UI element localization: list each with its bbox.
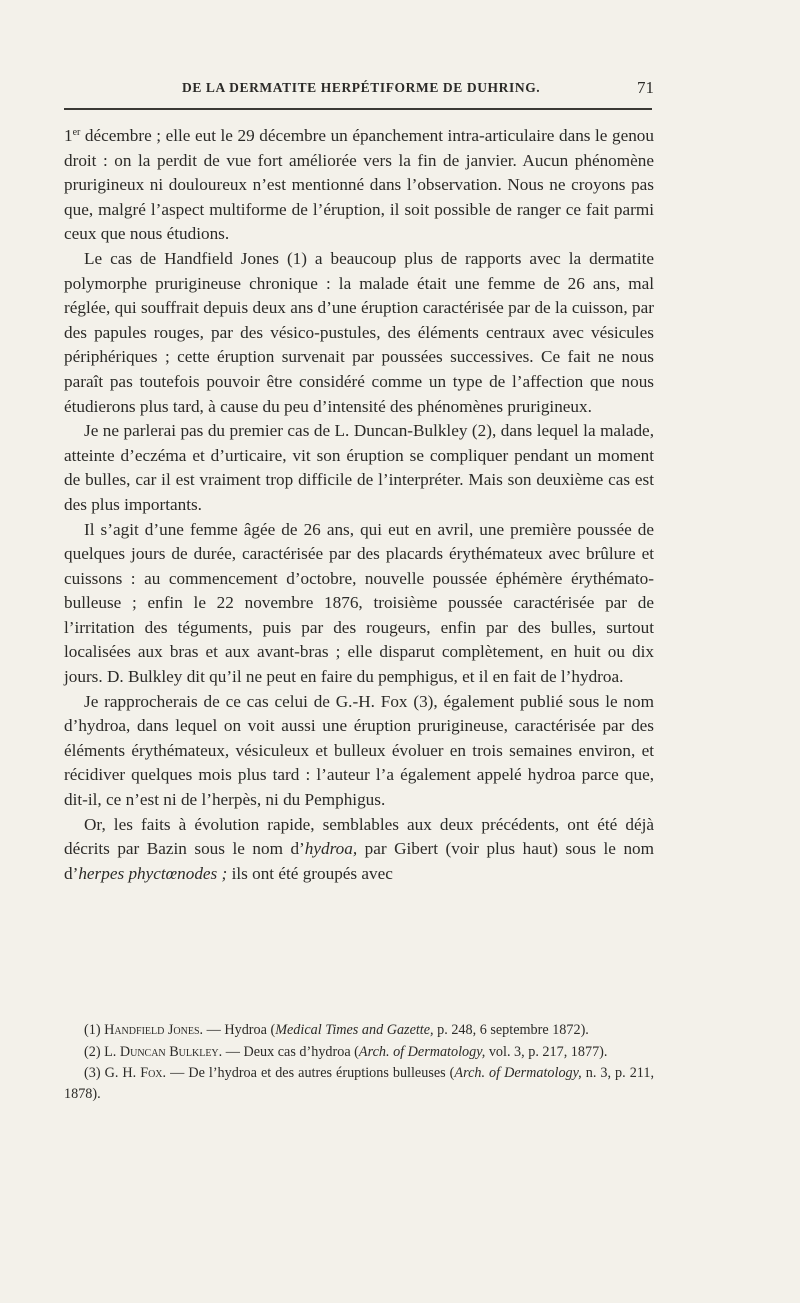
paragraph-5: Je rapprocherais de ce cas celui de G.-H. Fox (3), également publié sous le nom d’hydroa, dans lequel on voit aussi une éruption prurigineuse, caractérisée par des éléments érythémateux, vésiculeux et bulleux évoluer en trois semaines environ, et récidiver quelques mois plus tard : l’auteur l’a également appelé hydroa parce que, dit-il, ce n’est ni de l’herpès, ni du Pemphigus.	[64, 691, 654, 810]
page-header	[64, 78, 654, 102]
footnote-2	[64, 1042, 654, 1063]
paragraph-6-part-a: Or, les faits à évolution rapide, semblables aux deux précédents, ont été déjà décrits par Bazin sous le nom d’	[64, 814, 654, 859]
ordinal-suffix: er	[72, 127, 81, 138]
paragraph-6	[64, 813, 654, 887]
paragraph-6-part-b: par Gibert (voir plus haut) sous le nom d’	[64, 839, 654, 883]
footnote-author: L. Duncan Bulkley.	[104, 1043, 223, 1060]
term-hydroa: hydroa,	[304, 839, 358, 859]
date-ordinal: 1	[64, 126, 73, 145]
footnote-journal: Medical Times and Gazette,	[275, 1022, 434, 1038]
footnote-journal: Arch. of Dermatology,	[454, 1065, 582, 1081]
footnote-text: — Hydroa (	[203, 1022, 276, 1038]
header-rule	[64, 108, 652, 110]
paragraph-6-part-c: ils ont été groupés avec	[227, 863, 393, 883]
paragraph-4: Il s’agit d’une femme âgée de 26 ans, qui eut en avril, une première poussée de quelques jours de durée, caractérisée par des placards érythémateux avec brûlure et cuissons : au commencement d’octobre, nouvelle poussée éphémère érythémato-bulleuse ; enfin le 22 novembre 1876, troisième poussée caractérisée par de l’irritation des téguments, puis par des rougeurs, enfin par des bulles, surtout localisées aux bras et aux avant-bras ; elle disparut complètement, en huit ou dix jours. D. Bulkley dit qu’il ne peut en faire du pemphigus, et il en fait de l’hydroa.	[64, 519, 654, 687]
footnote-number: (3)	[84, 1065, 101, 1081]
paragraph-1-text: décembre ; elle eut le 29 décembre un épanchement intra-articulaire dans le genou droit : on la perdit de vue fort améliorée vers la fin de janvier. Aucun phénomène prurigineux ni douloureux n’est mentionné dans l’observation. Nous ne croyons pas que, malgré l’aspect multiforme de l’éruption, il soit possible de ranger ce fait parmi ceux que nous étudions.	[64, 126, 654, 244]
footnote-journal: Arch. of Dermatology,	[358, 1043, 486, 1060]
page-number: 71	[637, 78, 654, 97]
running-title: DE LA DERMATITE HERPÉTIFORME DE DUHRING.	[182, 80, 541, 95]
paragraph-1	[64, 124, 654, 247]
main-text	[64, 124, 654, 886]
footnote-author: Handfield Jones.	[104, 1022, 204, 1038]
footnotes	[64, 1020, 654, 1105]
footnote-3	[64, 1063, 654, 1104]
footnote-number: (1)	[84, 1022, 101, 1038]
paragraph-2: Le cas de Handfield Jones (1) a beaucoup plus de rapports avec la dermatite polymorphe prurigineuse chronique : la malade était une femme de 26 ans, mal réglée, qui souffrait depuis deux ans d’une éruption caractérisée par de la cuisson, par des papules rouges, par des vésico-pustules, des éléments centraux avec vésicules périphériques ; cette éruption survenait par poussées successives. Ce fait ne nous paraît pas toutefois pouvoir être considéré comme un type de l’affection que nous étudierons plus tard, à cause du peu d’intensité des phénomènes prurigineux.	[64, 248, 654, 416]
footnote-author: G. H. Fox.	[104, 1065, 167, 1081]
footnote-1	[64, 1020, 654, 1041]
footnote-text: vol. 3, p. 217, 1877).	[485, 1043, 608, 1060]
footnote-text: — Deux cas d’hydroa (	[222, 1043, 359, 1060]
footnote-text: p. 248, 6 septembre 1872).	[433, 1022, 589, 1038]
footnote-number: (2)	[84, 1043, 101, 1060]
term-herpes: herpes phyctœnodes ;	[78, 863, 228, 883]
footnote-text: n. 3, p. 211, 1878).	[64, 1065, 655, 1102]
footnote-text: — De l’hydroa et des autres éruptions bulleuses (	[166, 1065, 455, 1081]
paragraph-3: Je ne parlerai pas du premier cas de L. Duncan-Bulkley (2), dans lequel la malade, atteinte d’eczéma et d’urticaire, vit son éruption se compliquer pendant un moment de bulles, car il est vraiment trop difficile de l’interpréter. Mais son deuxième cas est des plus importants.	[64, 421, 654, 514]
